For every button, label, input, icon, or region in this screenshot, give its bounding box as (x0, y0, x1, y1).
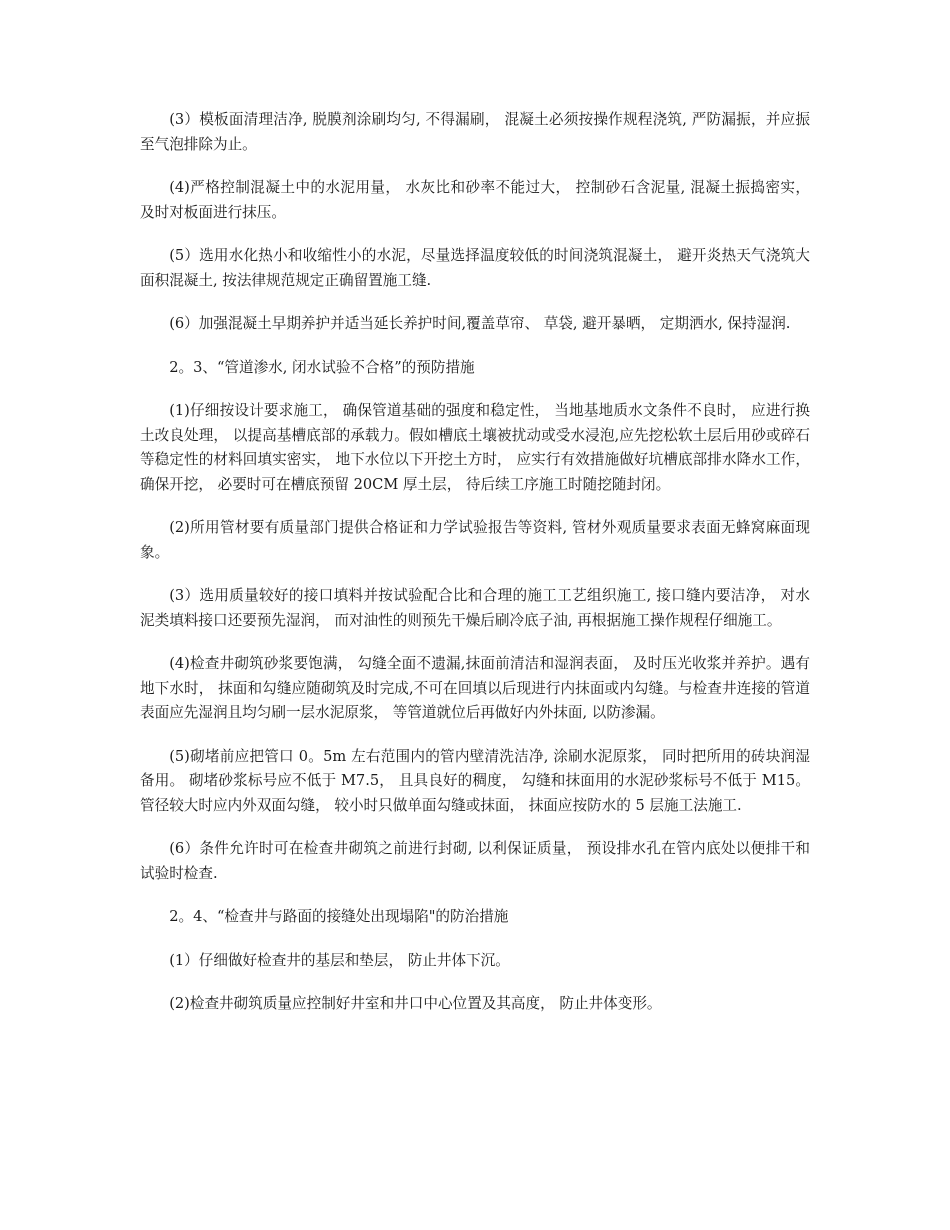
paragraph-manhole-position: (2)检查井砌筑质量应控制好井室和井口中心位置及其高度， 防止井体变形。 (169, 995, 662, 1012)
paragraph-joint-filler: (3）选用质量较好的接口填料并按试验配合比和合理的施工工艺组织施工, 接口缝内要洁净， 对水泥类填料接口还要预先湿润， 而对油性的则预先干燥后刷冷底子油, 再根据施工操作规程仔细施工。 (140, 587, 810, 629)
paragraph-cement-control: (4)严格控制混凝土中的水泥用量， 水灰比和砂率不能过大， 控制砂石含泥量, 混凝土振捣密实， 及时对板面进行抹压。 (140, 179, 810, 221)
document-page (140, 108, 810, 1036)
paragraph-sealing: (6）条件允许时可在检查井砌筑之前进行封砌, 以利保证质量， 预设排水孔在管内底处以便排干和试验时检查. (140, 840, 810, 882)
section-heading-2-4: 2。4、“检查井与路面的接缝处出现塌陷"的防治措施 (169, 908, 509, 925)
paragraph-pipe-plugging: (5)砌堵前应把管口 0。5m 左右范围内的管内壁清洗洁净, 涂刷水泥原浆， 同时把所用的砖块润湿备用。 砌堵砂浆标号应不低于 M7.5， 且具良好的稠度， 勾缝和抹面用的水泥砂浆标号不低于 M15。管径较大时应内外双面勾缝， 较小时只做单面勾缝或抹面， 抹面应按防水的 5 层施工法施工. (140, 747, 810, 814)
paragraph-pipe-foundation: (1)仔细按设计要求施工， 确保管道基础的强度和稳定性， 当地基地质水文条件不良时， 应进行换土改良处理， 以提高基槽底部的承载力。假如槽底土壤被扰动或受水浸泡,应先挖松软土层后用砂或碎石等稳定性的材料回填实密实， 地下水位以下开挖土方时， 应实行有效措施做好坑槽底部排水降水工作， 确保开挖， 必要时可在槽底预留 20CM 厚土层， 待后续工序施工时随挖随封闭。 (140, 402, 810, 493)
section-heading-2-3: 2。3、“管道渗水, 闭水试验不合格”的预防措施 (169, 358, 475, 376)
paragraph-manhole-mortar: (4)检查井砌筑砂浆要饱满， 勾缝全面不遗漏,抹面前清洁和湿润表面， 及时压光收浆并养护。遇有地下水时， 抹面和勾缝应随砌筑及时完成,不可在回填以后现进行内抹面或内勾缝。与检查井连接的管道表面应先湿润且均匀刷一层水泥原浆， 等管道就位后再做好内外抹面, 以防渗漏。 (140, 655, 810, 721)
paragraph-pipe-materials: (2)所用管材要有质量部门提供合格证和力学试验报告等资料, 管材外观质量要求表面无蜂窝麻面现象。 (140, 519, 810, 561)
paragraph-base-layer: (1）仔细做好检查井的基层和垫层， 防止井体下沉。 (169, 951, 510, 969)
paragraph-curing: (6）加强混凝土早期养护并适当延长养护时间,覆盖草帘、 草袋, 避开暴晒， 定期洒水, 保持湿润. (169, 315, 791, 332)
paragraph-cement-selection: (5）选用水化热小和收缩性小的水泥，尽量选择温度较低的时间浇筑混凝土， 避开炎热天气浇筑大面积混凝土, 按法律规范规定正确留置施工缝. (140, 247, 810, 289)
paragraph-formwork-cleaning: (3）模板面清理洁净, 脱膜剂涂刷均匀, 不得漏刷， 混凝土必须按操作规程浇筑, 严防漏振，并应振至气泡排除为止。 (140, 111, 810, 153)
